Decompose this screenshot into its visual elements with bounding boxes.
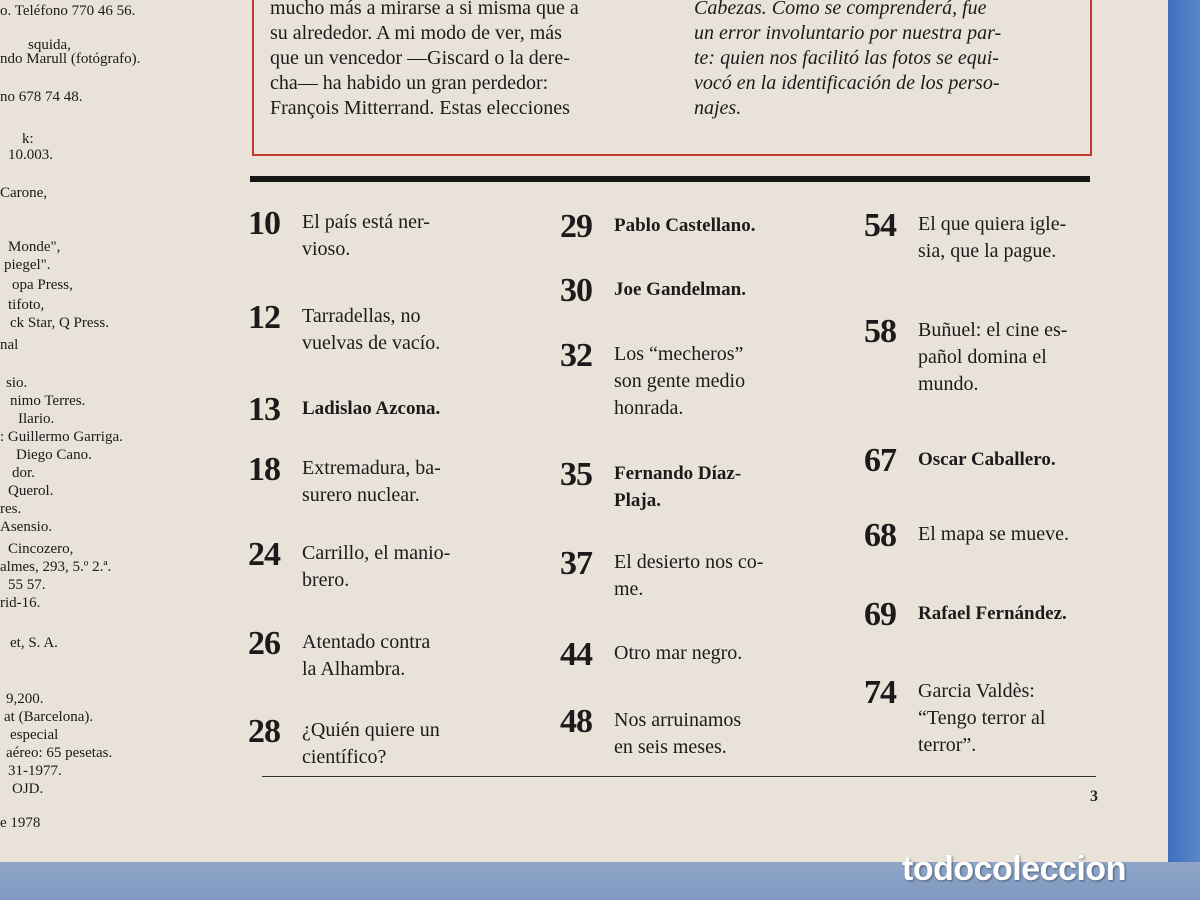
masthead-line: OJD.	[12, 781, 44, 797]
contents-title-line: Oscar Caballero.	[918, 449, 1056, 470]
masthead-line: et, S. A.	[10, 635, 58, 651]
contents-title-line: vuelvas de vacío.	[302, 332, 441, 354]
masthead-line: 10.003.	[8, 147, 53, 163]
masthead-line: 9,200.	[6, 691, 44, 707]
masthead-line: opa Press,	[12, 277, 73, 293]
contents-title-line: Tarradellas, no	[302, 305, 421, 327]
contents-title-line: brero.	[302, 569, 350, 591]
masthead-line: especial	[10, 727, 59, 743]
masthead-line: sio.	[6, 375, 28, 391]
contents-page-number: 18	[248, 451, 280, 488]
contents-page-number: 68	[864, 517, 896, 554]
boxed-text-right-correction	[694, 0, 1079, 121]
boxed-line: vocó en la identificación de los perso-	[694, 72, 1000, 94]
contents-article-title	[614, 640, 742, 667]
contents-article-title	[614, 707, 741, 761]
contents-page-number: 32	[560, 337, 592, 374]
masthead-line: Diego Cano.	[16, 447, 92, 463]
boxed-text-left	[270, 0, 670, 121]
contents-article-title	[918, 446, 1056, 473]
contents-title-line: Nos arruinamos	[614, 709, 742, 731]
contents-page-number: 12	[248, 299, 280, 336]
masthead-line: : Guillermo Garriga.	[0, 429, 123, 445]
contents-article-title	[302, 717, 440, 771]
contents-title-line: me.	[614, 578, 644, 600]
contents-title-line: científico?	[302, 746, 387, 768]
masthead-line: Querol.	[8, 483, 54, 499]
masthead-line: k:	[22, 131, 34, 147]
masthead-line: o. Teléfono 770 46 56.	[0, 3, 136, 19]
contents-title-line: Atentado contra	[302, 631, 431, 653]
contents-title-line: honrada.	[614, 397, 684, 419]
contents-article-title	[918, 600, 1067, 627]
boxed-line: su alrededor. A mi modo de ver, más	[270, 22, 562, 44]
contents-article-title	[918, 521, 1069, 548]
contents-title-line: Plaja.	[614, 490, 661, 511]
masthead-line: nimo Terres.	[10, 393, 86, 409]
contents-page-number: 44	[560, 636, 592, 673]
contents-title-line: sia, que la pague.	[918, 240, 1057, 262]
contents-title-line: Los “mecheros”	[614, 343, 744, 365]
boxed-editorial	[252, 0, 1092, 156]
masthead-line: nal	[0, 337, 19, 353]
contents-page-number: 29	[560, 208, 592, 245]
contents-page-number: 54	[864, 207, 896, 244]
contents-title-line: terror”.	[918, 734, 977, 756]
contents-title-line: ¿Quién quiere un	[302, 719, 440, 741]
contents-bottom-rule	[262, 776, 1096, 777]
contents-page-number: 48	[560, 703, 592, 740]
contents-article-title	[302, 629, 430, 683]
contents-page-number: 58	[864, 313, 896, 350]
contents-page-number: 74	[864, 674, 896, 711]
boxed-line: Cabezas. Como se comprenderá, fue	[694, 0, 987, 19]
contents-article-title	[302, 455, 441, 509]
masthead-line: ck Star, Q Press.	[10, 315, 109, 331]
boxed-line: que un vencedor —Giscard o la dere-	[270, 47, 570, 69]
contents-article-title	[614, 276, 746, 303]
contents-title-line: mundo.	[918, 373, 979, 395]
masthead-line: aéreo: 65 pesetas.	[6, 745, 113, 761]
boxed-line: François Mitterrand. Estas elecciones	[270, 97, 570, 119]
contents-title-line: Ladislao Azcona.	[302, 398, 441, 419]
contents-title-line: surero nuclear.	[302, 484, 420, 506]
masthead-line: res.	[0, 501, 22, 517]
contents-page-number: 67	[864, 442, 896, 479]
contents-title-line: “Tengo terror al	[918, 707, 1046, 729]
contents-title-line: en seis meses.	[614, 736, 727, 758]
contents-article-title	[302, 540, 450, 594]
masthead-line: at (Barcelona).	[4, 709, 94, 725]
contents-page-number: 35	[560, 456, 592, 493]
contents-title-line: pañol domina el	[918, 346, 1047, 368]
masthead-line: Ilario.	[18, 411, 55, 427]
contents-page-number: 69	[864, 596, 896, 633]
boxed-line: cha— ha habido un gran perdedor:	[270, 72, 549, 94]
contents-page-number: 26	[248, 625, 280, 662]
contents-article-title	[614, 341, 745, 422]
contents-title-line: Rafael Fernández.	[918, 603, 1067, 624]
masthead-line: Carone,	[0, 185, 48, 201]
contents-title-line: son gente medio	[614, 370, 746, 392]
contents-title-line: Garcia Valdès:	[918, 680, 1035, 702]
contents-page-number: 10	[248, 205, 280, 242]
contents-article-title	[918, 211, 1066, 265]
contents-article-title	[302, 209, 430, 263]
contents-title-line: la Alhambra.	[302, 658, 406, 680]
masthead-line: piegel".	[4, 257, 51, 273]
contents-article-title	[302, 395, 440, 422]
contents-title-line: El desierto nos co-	[614, 551, 764, 573]
contents-page-number: 24	[248, 536, 280, 573]
contents-page-number: 13	[248, 391, 280, 428]
contents-title-line: Carrillo, el manio-	[302, 542, 451, 564]
contents-article-title	[918, 678, 1045, 759]
boxed-line: un error involuntario por nuestra par-	[694, 22, 1002, 44]
contents-article-title	[614, 549, 763, 603]
masthead-line: tifoto,	[8, 297, 45, 313]
contents-page-number: 28	[248, 713, 280, 750]
contents-top-rule	[250, 176, 1090, 182]
contents-page-number: 30	[560, 272, 592, 309]
contents-page-number: 37	[560, 545, 592, 582]
masthead-line: squida,	[28, 37, 71, 53]
contents-title-line: El mapa se mueve.	[918, 523, 1070, 545]
masthead-line: 31-1977.	[8, 763, 62, 779]
watermark-logo: todocoleccion	[902, 850, 1126, 888]
boxed-line: najes.	[694, 97, 742, 119]
contents-title-line: Joe Gandelman.	[614, 279, 746, 300]
contents-title-line: Buñuel: el cine es-	[918, 319, 1068, 341]
contents-title-line: Pablo Castellano.	[614, 215, 756, 236]
background-cloth-right	[1168, 0, 1200, 900]
contents-title-line: vioso.	[302, 238, 351, 260]
contents-article-title	[614, 460, 741, 514]
masthead-line: dor.	[12, 465, 35, 481]
masthead-line: no 678 74 48.	[0, 89, 83, 105]
contents-title-line: Otro mar negro.	[614, 642, 743, 664]
masthead-line: Monde",	[8, 239, 61, 255]
contents-title-line: El que quiera igle-	[918, 213, 1067, 235]
contents-article-title	[918, 317, 1067, 398]
masthead-line: Asensio.	[0, 519, 53, 535]
contents-title-line: El país está ner-	[302, 211, 430, 233]
masthead-line: rid-16.	[0, 595, 41, 611]
contents-article-title	[302, 303, 440, 357]
boxed-line: mucho más a mirarse a si misma que a	[270, 0, 579, 19]
masthead-line: 55 57.	[8, 577, 46, 593]
masthead-line: e 1978	[0, 815, 41, 831]
boxed-line: te: quien nos facilitó las fotos se equi-	[694, 47, 999, 69]
contents-title-line: Extremadura, ba-	[302, 457, 441, 479]
masthead-line: almes, 293, 5.º 2.ª.	[0, 559, 112, 575]
contents-article-title	[614, 212, 755, 239]
contents-title-line: Fernando Díaz-	[614, 463, 742, 484]
page-number: 3	[1090, 788, 1098, 805]
masthead-line: Cincozero,	[8, 541, 74, 557]
masthead-line: ndo Marull (fotógrafo).	[0, 51, 141, 67]
